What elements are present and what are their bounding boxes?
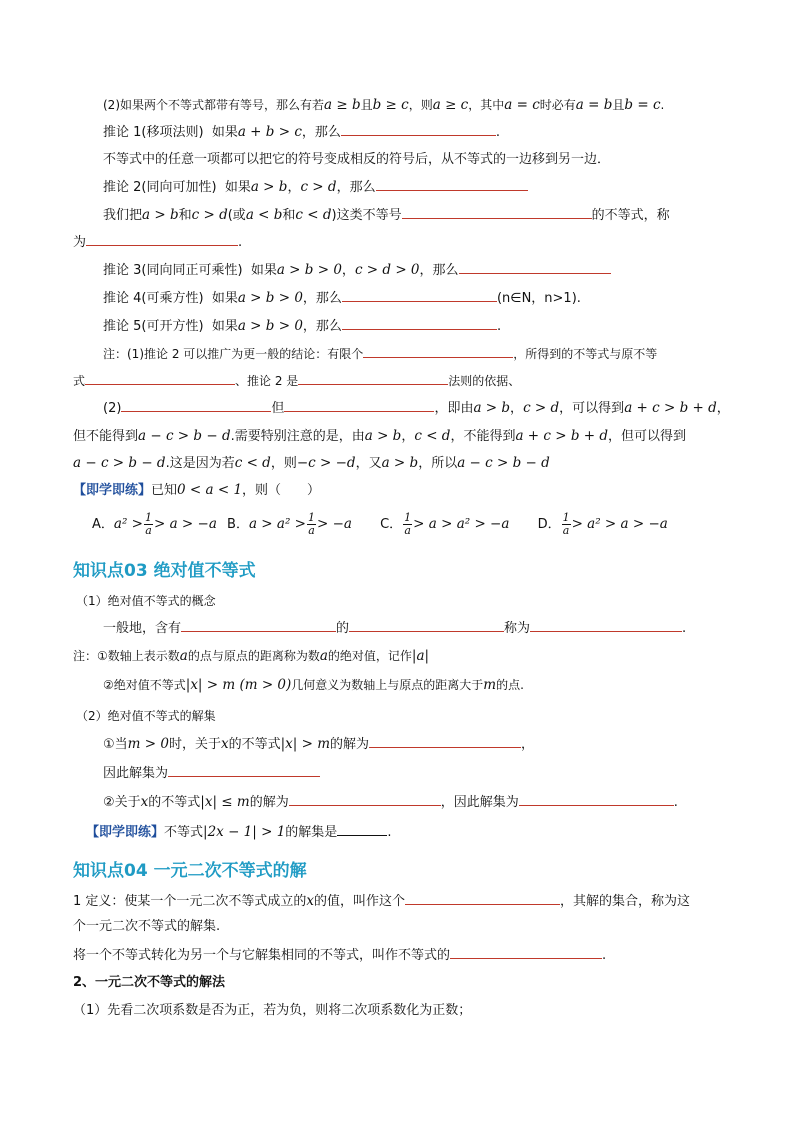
denominator: a <box>562 524 570 537</box>
text: 式 <box>73 374 86 388</box>
text: 几何意义为数轴上与原点的距离大于 <box>291 678 484 692</box>
math: x <box>306 893 315 909</box>
text: 法则的依据、 <box>448 374 521 388</box>
text: . <box>602 948 607 963</box>
text: (或 <box>227 208 246 223</box>
property-line <box>103 96 664 114</box>
text: 的点. <box>496 678 524 692</box>
answer-blank[interactable] <box>284 399 434 412</box>
text: 且 <box>360 98 373 112</box>
math: x <box>140 794 149 810</box>
math: a > b > 0 <box>237 290 303 306</box>
text: 的解为 <box>249 795 289 810</box>
text: ②绝对值不等式 <box>103 678 186 692</box>
math: |x| > m (m > 0) <box>185 677 292 693</box>
math: a > b > 0 <box>276 262 342 278</box>
answer-blank[interactable] <box>168 764 320 777</box>
fraction <box>307 512 316 537</box>
abs-note-1 <box>73 647 429 665</box>
text: ，那么 <box>336 180 376 195</box>
text: 我们把 <box>103 208 143 223</box>
text: ， <box>521 737 535 752</box>
text: . <box>495 125 501 140</box>
text: 如果 <box>211 125 238 140</box>
answer-blank[interactable] <box>363 345 513 358</box>
practice-label: 【即学即练】 <box>73 483 152 498</box>
option-label: C． <box>380 517 403 532</box>
text: (n∈N，n>1). <box>496 291 581 306</box>
math: b = c <box>624 97 661 113</box>
math: c > d <box>191 207 228 223</box>
answer-blank[interactable] <box>402 206 592 219</box>
text: ，那么 <box>302 319 342 334</box>
answer-blank[interactable] <box>341 123 496 136</box>
math: a > b > 0 <box>237 318 303 334</box>
answer-blank[interactable] <box>405 892 560 905</box>
text: (2)如果两个不等式都带有等号，那么有若 <box>103 98 324 112</box>
math: x <box>220 736 229 752</box>
text: ，则 <box>270 456 297 471</box>
answer-blank[interactable] <box>85 372 235 385</box>
abs-note-2 <box>103 676 524 694</box>
math: m > 0 <box>127 736 169 752</box>
section-heading-04: 知识点04 一元二次不等式的解 <box>73 861 307 881</box>
corollary-2 <box>103 178 528 197</box>
text: 的不等式，称 <box>591 208 670 223</box>
math: a > b <box>142 207 179 223</box>
math: > −a <box>316 516 352 532</box>
math: c < d <box>414 428 451 444</box>
math: > a² > a > −a <box>571 516 668 532</box>
note-1-line-2 <box>73 372 520 390</box>
math: a > b <box>381 455 419 471</box>
answer-blank[interactable] <box>342 317 497 330</box>
math: a > a² > <box>248 516 306 532</box>
numerator: 1 <box>144 511 152 524</box>
answer-blank[interactable] <box>342 289 497 302</box>
math: a + b > c <box>237 124 302 140</box>
answer-blank[interactable] <box>86 233 238 246</box>
option-label: D． <box>537 517 561 532</box>
text: 一般地，含有 <box>103 621 182 636</box>
math: c > d <box>300 179 337 195</box>
math: a − c > b − d <box>457 455 550 471</box>
text: ， <box>401 429 415 444</box>
answer-blank[interactable] <box>369 735 521 748</box>
text: 1 定义：使某一个一元二次不等式成立的 <box>73 894 307 909</box>
text: 因此解集为 <box>103 766 169 781</box>
text: 注：①数轴上表示数 <box>73 649 180 663</box>
text: (2) <box>103 401 122 416</box>
text: 如果 <box>250 263 277 278</box>
answer-blank[interactable] <box>519 793 674 806</box>
text: 为 <box>73 235 87 250</box>
text: . <box>682 621 687 636</box>
corollary-1 <box>103 123 500 142</box>
math: a² > <box>113 516 143 532</box>
text: ，又 <box>355 456 382 471</box>
answer-blank[interactable] <box>289 793 441 806</box>
text: ，所得到的不等式与原不等 <box>513 347 658 361</box>
method-title: 2、一元二次不等式的解法 <box>73 975 226 990</box>
text: 称为 <box>504 621 531 636</box>
text: 的不等式 <box>148 795 201 810</box>
answer-blank[interactable] <box>337 823 387 836</box>
text: 的值，叫作这个 <box>314 894 406 909</box>
math: 0 < a < 1 <box>177 482 243 498</box>
math: a <box>319 648 328 664</box>
fraction <box>562 512 571 537</box>
text: ，其中 <box>468 98 505 112</box>
text: ，所以 <box>418 456 458 471</box>
abs-solution-set-1 <box>103 764 320 783</box>
abs-solution-2 <box>103 793 678 812</box>
answer-blank[interactable] <box>376 178 528 191</box>
text: ②关于 <box>103 795 141 810</box>
same-direction-line-2 <box>73 233 242 252</box>
math: a − c > b − d <box>73 455 166 471</box>
text: ①当 <box>103 737 128 752</box>
section-heading-03: 知识点03 绝对值不等式 <box>73 561 256 581</box>
text: ，因此解集为 <box>440 795 519 810</box>
option-b[interactable] <box>227 511 352 537</box>
math: b ≥ c <box>372 97 409 113</box>
text: 的点与原点的距离称为数 <box>187 649 320 663</box>
definition <box>73 892 690 911</box>
math: a + c > b + d <box>515 428 609 444</box>
answer-blank[interactable] <box>181 619 336 632</box>
math: |x| > m <box>280 736 331 752</box>
option-d[interactable] <box>537 511 668 537</box>
text: ，那么 <box>302 291 342 306</box>
answer-blank[interactable] <box>121 399 271 412</box>
text: . <box>238 235 243 250</box>
text: . <box>387 825 392 840</box>
text: ，则 <box>408 98 433 112</box>
corollary-5 <box>103 317 501 336</box>
label: 推论 1(移项法则) <box>103 125 204 140</box>
answer-blank[interactable] <box>450 946 602 959</box>
text: .需要特别注意的是，由 <box>230 429 365 444</box>
text: 不等式 <box>164 825 204 840</box>
numerator: 1 <box>307 511 315 524</box>
answer-blank[interactable] <box>459 261 611 274</box>
fraction <box>403 512 412 537</box>
denominator: a <box>308 524 315 537</box>
text: 且 <box>612 98 625 112</box>
math: a > b <box>473 400 511 416</box>
text: )这类不等号 <box>331 208 402 223</box>
text: 但不能得到 <box>73 429 139 444</box>
label: 推论 2(同向可加性) <box>103 180 217 195</box>
text: 将一个不等式转化为另一个与它解集相同的不等式，叫作不等式的 <box>73 948 451 963</box>
text: . <box>496 319 502 334</box>
math: m <box>483 677 497 693</box>
math: a = b <box>575 97 613 113</box>
text: .这是因为若 <box>165 456 235 471</box>
text: ， <box>341 263 355 278</box>
math: c < d <box>295 207 332 223</box>
note-2-line-3 <box>73 454 550 473</box>
label: 推论 4(可乘方性) <box>103 291 204 306</box>
options-row <box>92 510 668 539</box>
method-step-1: （1）先看二次项系数是否为正，若为负，则将二次项系数化为正数； <box>73 1003 472 1018</box>
answer-blank[interactable] <box>349 619 504 632</box>
option-label: A． <box>92 517 114 532</box>
text: 、推论 2 是 <box>235 374 299 388</box>
text: ，那么 <box>419 263 459 278</box>
fraction <box>144 512 153 537</box>
practice-2 <box>86 823 391 842</box>
math: a ≥ b <box>324 97 361 113</box>
text: 和 <box>282 208 296 223</box>
denominator: a <box>145 524 152 537</box>
math: a = c <box>504 97 540 113</box>
definition-line-2: 个一元二次不等式的解集. <box>73 919 221 934</box>
math: a > b <box>364 428 402 444</box>
text: 如果 <box>211 291 238 306</box>
text: 但 <box>271 401 285 416</box>
text: ，可以得到 <box>559 401 625 416</box>
text: ， <box>510 401 524 416</box>
text: 注：(1)推论 2 可以推广为更一般的结论：有限个 <box>103 347 364 361</box>
text: ，不能得到 <box>450 429 516 444</box>
corollary-4 <box>103 289 581 308</box>
text: ， <box>716 401 730 416</box>
math: c > d > 0 <box>354 262 420 278</box>
option-a[interactable] <box>92 511 217 537</box>
text: 如果 <box>211 319 238 334</box>
numerator: 1 <box>404 511 412 524</box>
text: ，即由 <box>434 401 474 416</box>
text: 的解集是 <box>285 825 338 840</box>
abs-solution-title: （2）绝对值不等式的解集 <box>76 709 216 723</box>
math: > a > a² > −a <box>413 516 510 532</box>
text: ，但可以得到 <box>608 429 687 444</box>
answer-blank[interactable] <box>530 619 682 632</box>
text: 时必有 <box>539 98 576 112</box>
math: c > d <box>523 400 560 416</box>
denominator: a <box>404 524 411 537</box>
label: 推论 3(同向同正可乘性) <box>103 263 243 278</box>
text: . <box>660 98 665 112</box>
math: |2x − 1| > 1 <box>203 824 286 840</box>
math: |a| <box>411 648 430 664</box>
math: c < d <box>234 455 271 471</box>
option-label: B． <box>227 517 249 532</box>
numerator: 1 <box>562 511 570 524</box>
option-c[interactable] <box>380 511 510 537</box>
math: a <box>179 648 188 664</box>
text: 的绝对值，记作 <box>327 649 412 663</box>
text: 的解为 <box>330 737 370 752</box>
text: 的 <box>336 621 350 636</box>
math: a > b <box>250 179 288 195</box>
math: −c > −d <box>296 455 356 471</box>
corollary-3 <box>103 261 611 280</box>
abs-solution-1 <box>103 735 534 754</box>
math: a − c > b − d <box>138 428 231 444</box>
note-1 <box>103 345 657 363</box>
label: 推论 5(可开方性) <box>103 319 204 334</box>
text: 和 <box>178 208 192 223</box>
text: . <box>673 795 678 810</box>
text: ，则（ ） <box>242 483 321 498</box>
text: ， <box>287 180 301 195</box>
move-rule: 不等式中的任意一项都可以把它的符号变成相反的符号后，从不等式的一边移到另一边． <box>103 152 611 167</box>
text: ，那么 <box>301 125 341 140</box>
note-2 <box>103 399 730 418</box>
equivalence <box>73 946 606 965</box>
math: > a > −a <box>153 516 217 532</box>
text: ，其解的集合，称为这 <box>560 894 691 909</box>
abs-concept-title: （1）绝对值不等式的概念 <box>76 594 216 608</box>
text: 时，关于 <box>168 737 221 752</box>
same-direction-line <box>103 206 670 225</box>
math: a ≥ c <box>432 97 469 113</box>
math: |x| ≤ m <box>200 794 250 810</box>
abs-concept <box>103 619 686 638</box>
note-2-line-2 <box>73 427 686 446</box>
practice-1 <box>73 481 320 500</box>
text: 的不等式 <box>228 737 281 752</box>
math: a + c > b + d <box>624 400 717 416</box>
text: 已知 <box>151 483 178 498</box>
answer-blank[interactable] <box>298 372 448 385</box>
practice-label: 【即学即练】 <box>86 825 165 840</box>
math: a < b <box>245 207 283 223</box>
text: 如果 <box>224 180 251 195</box>
